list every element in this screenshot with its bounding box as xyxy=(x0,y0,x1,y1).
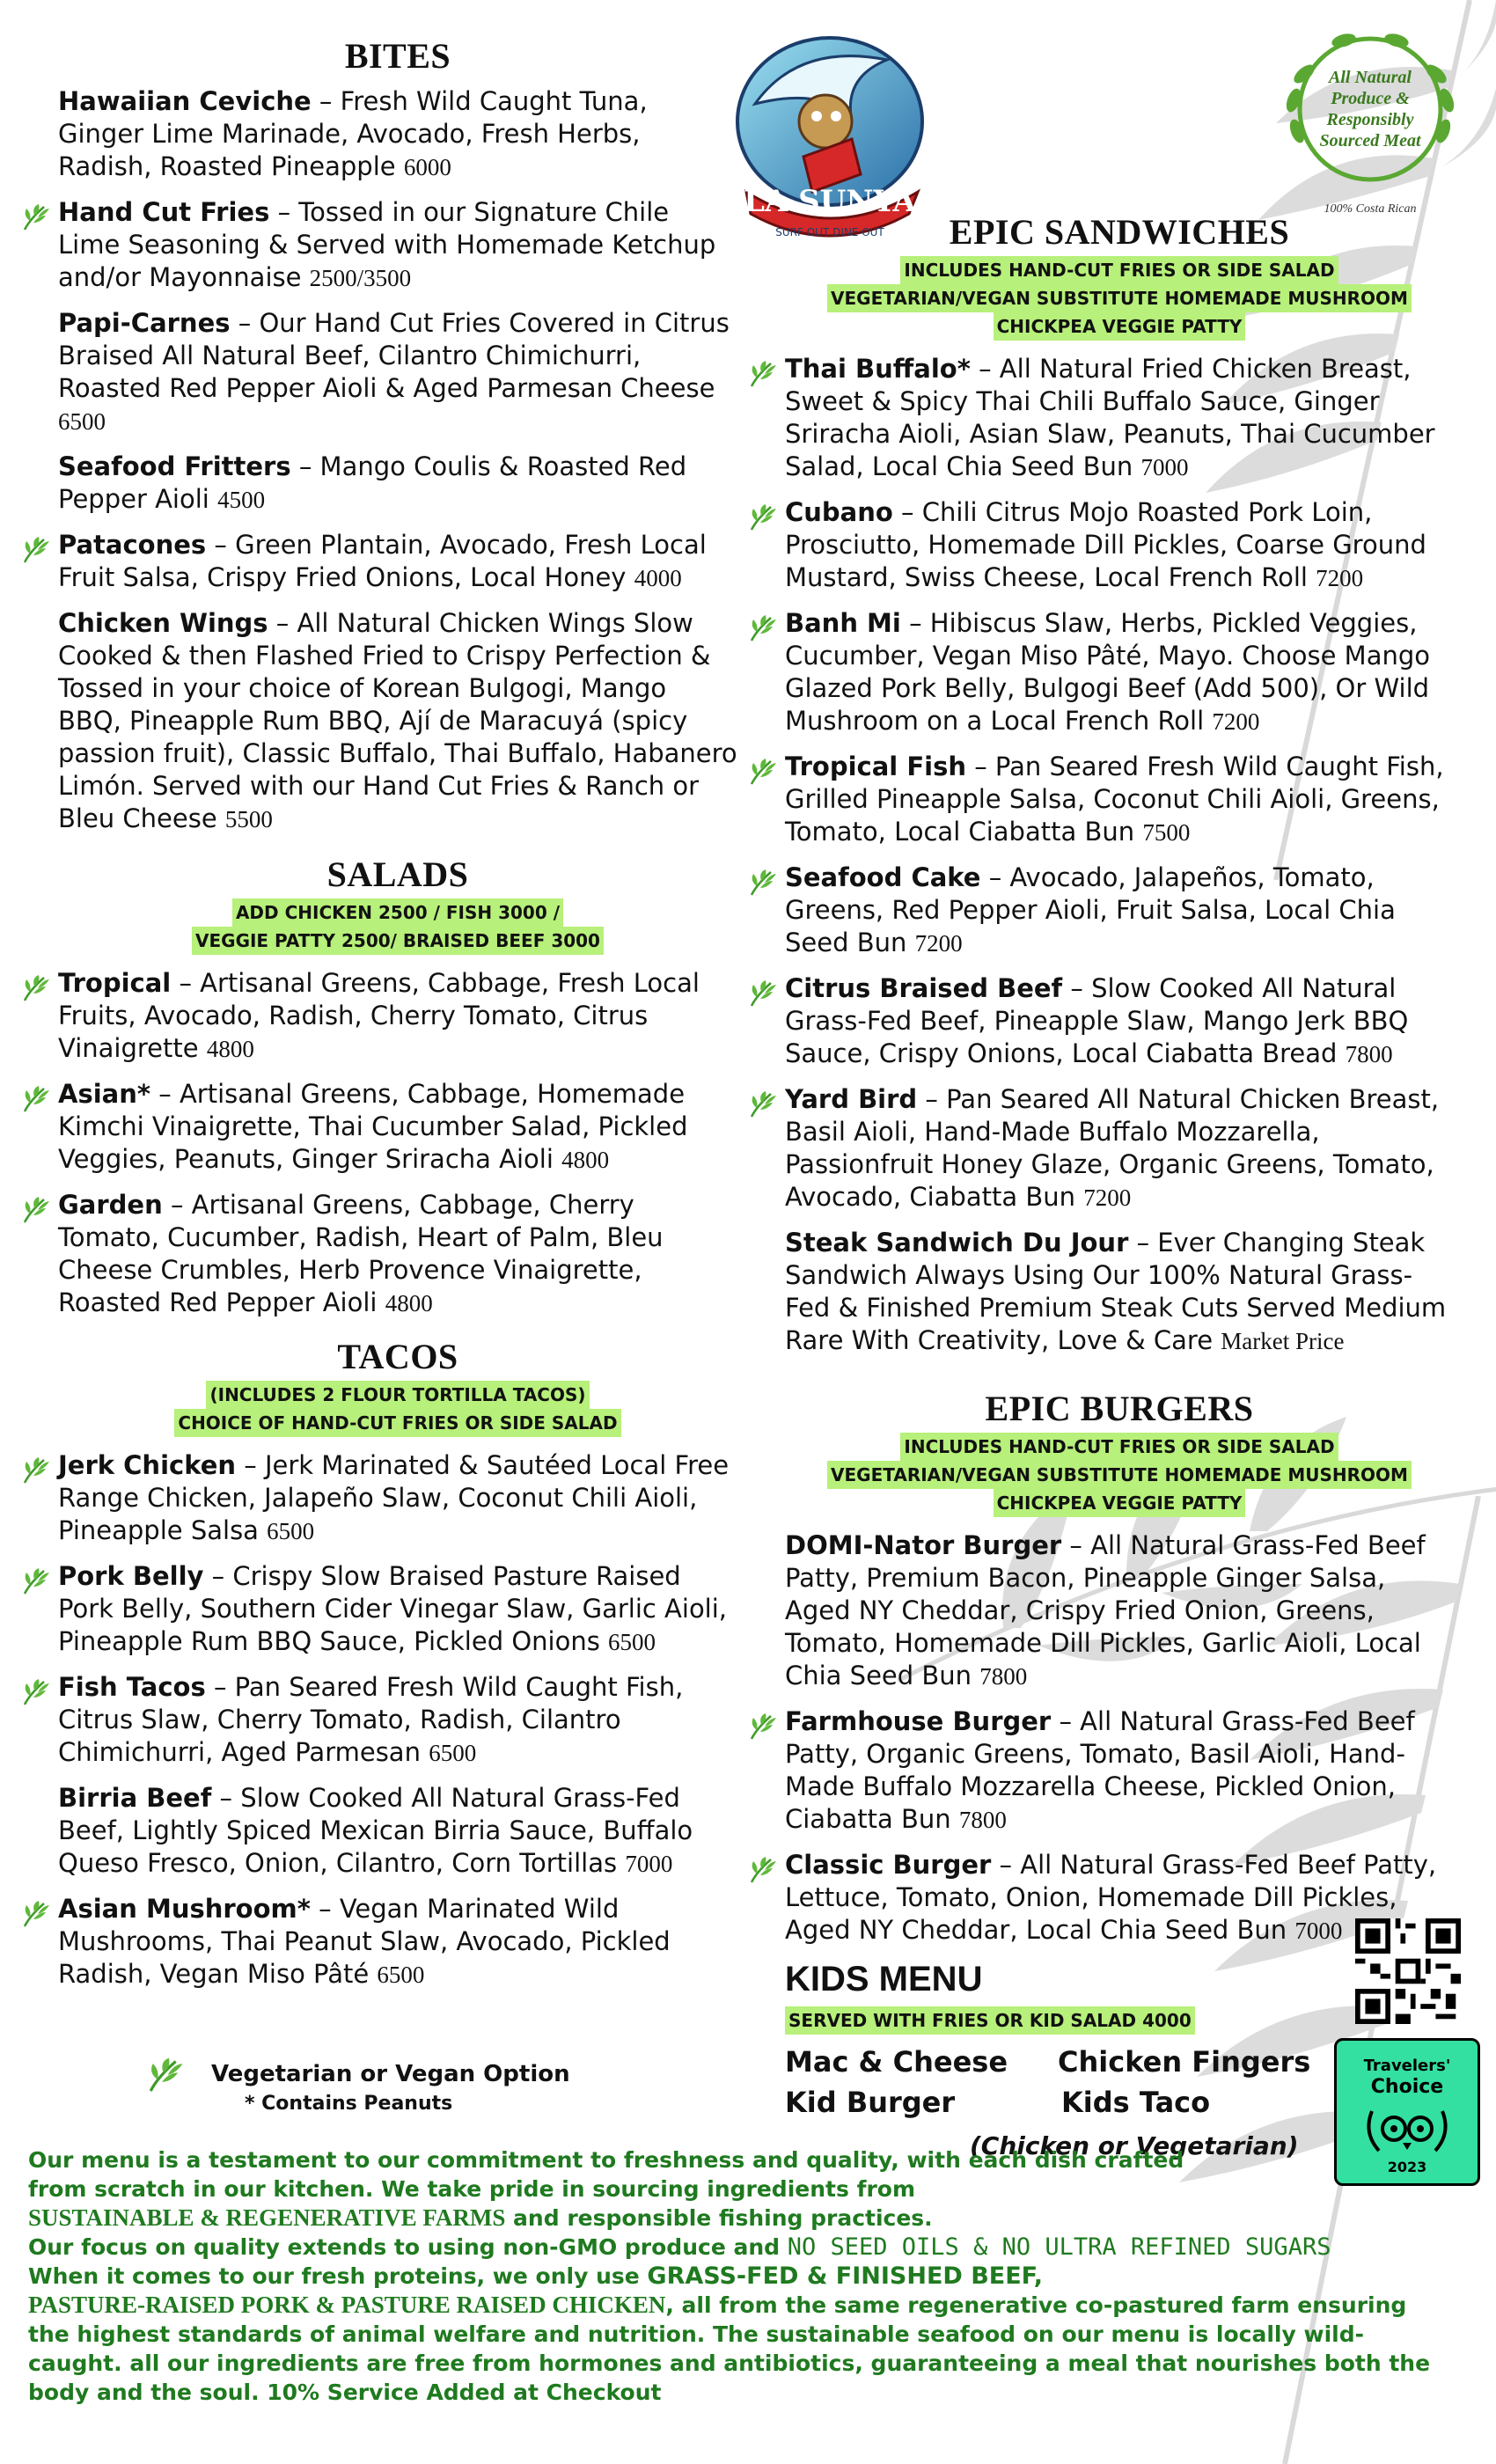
menu-item-name: Seafood Fritters xyxy=(58,451,291,481)
menu-item-seafood-cake xyxy=(785,862,1454,960)
leaf-icon xyxy=(21,536,51,564)
footer-line-8: caught. all our ingredients are free from hormones and antibiotics, guaranteeing a meal that nourishes both the xyxy=(28,2350,1431,2376)
menu-item-description: – All Natural Fried Chicken Breast, Sweet & Spicy Thai Chili Buffalo Sauce, Ginger Sriracha Aioli, Asian Slaw, Peanuts, Thai Cucumber Salad, Local Chia Seed Bun xyxy=(785,354,1435,481)
menu-item-price: 7000 xyxy=(1294,1918,1343,1944)
menu-item-name: Fish Tacos xyxy=(58,1672,206,1702)
menu-item-price: 7200 xyxy=(1316,565,1364,591)
footer-line-4-text: Our focus on quality extends to using non-GMO produce and xyxy=(28,2234,788,2260)
menu-item-description: – All Natural Grass-Fed Beef Patty, Premium Bacon, Pineapple Ginger Salsa, Aged NY Cheddar, Crispy Fried Onion, Greens, Tomato, Homemade Dill Pickles, Garlic Aioli, Local Chia Seed Bun xyxy=(785,1530,1426,1690)
menu-item-name: Banh Mi xyxy=(785,608,901,638)
menu-item-price: 7000 xyxy=(625,1851,673,1877)
menu-item-description: – Hibiscus Slaw, Herbs, Pickled Veggies, Cucumber, Vegan Miso Pâté, Mayo. Choose Mango Glazed Pork Belly, Bulgogi Beef (Add 500), Or Wild Mushroom on a Local French Roll xyxy=(785,608,1431,736)
menu-item-hand-cut-fries xyxy=(58,196,737,295)
kids-menu-title: KIDS MENU xyxy=(785,1960,983,1998)
footer-line-5 xyxy=(28,2262,1471,2291)
menu-item-price: 7000 xyxy=(1140,454,1189,480)
travelers-choice-line-2: Choice xyxy=(1370,2076,1444,2098)
menu-item-description: – Fresh Wild Caught Tuna, Ginger Lime Marinade, Avocado, Fresh Herbs, Radish, Roasted Pineapple xyxy=(58,86,648,181)
menu-item-farmhouse-burger xyxy=(785,1705,1454,1837)
menu-item-name: Yard Bird xyxy=(785,1084,918,1114)
menu-item-pork-belly xyxy=(58,1560,737,1659)
menu-item-description: – All Natural Chicken Wings Slow Cooked & then Flashed Fried to Crispy Perfection & Tossed in your choice of Korean Bulgogi, Mango BBQ, Pineapple Rum BBQ, Ají de Maracuyá (spicy passion fruit), Classic Buffalo, Thai Buffalo, Habanero Limón. Served with our Hand Cut Fries & Ranch or Bleu Cheese xyxy=(58,608,737,833)
sandwiches-title: EPIC SANDWICHES xyxy=(949,212,1290,252)
menu-item-description: – Slow Cooked All Natural Grass-Fed Beef, Pineapple Slaw, Mango Jerk BBQ Sauce, Crispy Onions, Local Ciabatta Bread xyxy=(785,973,1409,1068)
leaf-icon xyxy=(748,758,778,786)
menu-item-description: – Pan Seared Fresh Wild Caught Fish, Citrus Slaw, Cherry Tomato, Radish, Cilantro Chimichurri, Aged Parmesan xyxy=(58,1672,684,1767)
menu-item-price: 7500 xyxy=(1142,819,1191,846)
footer-line-4 xyxy=(28,2233,1471,2262)
salads-addon-line-2: VEGGIE PATTY 2500/ BRAISED BEEF 3000 xyxy=(192,927,604,955)
tacos-note-line-2: CHOICE OF HAND-CUT FRIES OR SIDE SALAD xyxy=(174,1409,620,1437)
leaf-icon xyxy=(748,614,778,642)
menu-item-description: – Jerk Marinated & Sautéed Local Free Range Chicken, Jalapeño Slaw, Coconut Chili Aioli, Pineapple Salsa xyxy=(58,1450,730,1545)
footer-sustainable-farms: SUSTAINABLE & REGENERATIVE FARMS xyxy=(28,2204,506,2231)
qr-code-icon[interactable] xyxy=(1355,1918,1461,2024)
menu-item-description: – Slow Cooked All Natural Grass-Fed Beef, Lightly Spiced Mexican Birria Sauce, Buffalo Queso Fresco, Onion, Cilantro, Corn Tortillas xyxy=(58,1783,693,1878)
leaf-icon xyxy=(21,974,51,1002)
burgers-title: EPIC BURGERS xyxy=(985,1389,1254,1428)
leaf-icon xyxy=(748,1712,778,1741)
menu-item-birria-beef xyxy=(58,1782,737,1881)
menu-item-fish-tacos xyxy=(58,1671,737,1770)
menu-item-patacones xyxy=(58,529,737,595)
menu-item-price: 4800 xyxy=(385,1290,433,1316)
menu-item-description: – Green Plantain, Avocado, Fresh Local Fruit Salsa, Crispy Fried Onions, Local Honey xyxy=(58,530,707,592)
kids-item-kids-taco: Kids Taco xyxy=(1061,2086,1211,2119)
menu-item-name: Tropical xyxy=(58,968,172,998)
tacos-notes xyxy=(58,1381,737,1437)
legend-peanuts: * Contains Peanuts xyxy=(245,2093,453,2115)
menu-item-name: Farmhouse Burger xyxy=(785,1706,1052,1736)
leaf-icon xyxy=(748,360,778,388)
sandwiches-note-line-3: CHICKPEA VEGGIE PATTY xyxy=(994,312,1246,341)
bites-title: BITES xyxy=(344,36,451,76)
footer-line-6 xyxy=(28,2291,1471,2320)
menu-item-name: Citrus Braised Beef xyxy=(785,973,1063,1003)
leaf-icon xyxy=(748,1856,778,1884)
menu-item-banh-mi xyxy=(785,607,1454,738)
burgers-note-line-3: CHICKPEA VEGGIE PATTY xyxy=(994,1489,1246,1517)
menu-item-price: 4000 xyxy=(634,565,682,591)
tacos-title: TACOS xyxy=(337,1337,458,1376)
menu-item-tropical xyxy=(58,967,737,1066)
menu-item-citrus-braised-beef xyxy=(785,972,1454,1071)
leaf-icon xyxy=(21,1456,51,1485)
kids-taco-note: (Chicken or Vegetarian) xyxy=(970,2131,1299,2160)
menu-item-price: 6000 xyxy=(403,154,451,180)
footer-line-9: body and the soul. 10% Service Added at Checkout xyxy=(28,2380,662,2405)
menu-item-name: Asian Mushroom* xyxy=(58,1894,311,1924)
menu-item-hawaiian-ceviche xyxy=(58,85,737,184)
travelers-choice-year: 2023 xyxy=(1387,2159,1427,2175)
menu-item-steak-sandwich-du-jour xyxy=(785,1227,1454,1358)
menu-item-thai-buffalo xyxy=(785,353,1454,484)
kids-item-mac-cheese: Mac & Cheese xyxy=(785,2045,1008,2079)
tacos-list xyxy=(58,1449,737,1991)
burgers-note-line-1: INCLUDES HAND-CUT FRIES OR SIDE SALAD xyxy=(900,1433,1338,1461)
footer-line-6-rest: , all from the same regenerative co-pastured farm ensuring xyxy=(665,2292,1407,2318)
menu-item-price: 6500 xyxy=(429,1740,477,1766)
menu-item-name: DOMI-Nator Burger xyxy=(785,1530,1062,1560)
logo-text: LA SUNYA xyxy=(744,184,916,219)
leaf-icon xyxy=(748,1090,778,1118)
menu-item-cubano xyxy=(785,496,1454,595)
menu-item-price: 7800 xyxy=(979,1663,1028,1690)
menu-item-description: – Avocado, Jalapeños, Tomato, Greens, Red Pepper Aioli, Fruit Salsa, Local Chia Seed Bun xyxy=(785,862,1396,957)
menu-item-papi-carnes xyxy=(58,307,737,438)
footer-line-3 xyxy=(28,2204,1471,2233)
menu-item-description: – Artisanal Greens, Cabbage, Fresh Local Fruits, Avocado, Radish, Cherry Tomato, Citrus Vinaigrette xyxy=(58,968,700,1063)
menu-item-description: – Tossed in our Signature Chile Lime Seasoning & Served with Homemade Ketchup and/or Mayonnaise xyxy=(58,197,716,292)
leaf-icon xyxy=(21,1196,51,1224)
menu-item-price: 5500 xyxy=(224,806,273,832)
menu-item-garden xyxy=(58,1189,737,1320)
all-natural-badge-text: All Natural Produce & Responsibly Sourced Meat xyxy=(1319,68,1421,150)
salads-list xyxy=(58,967,737,1320)
leaf-icon xyxy=(21,1900,51,1928)
menu-item-name: Tropical Fish xyxy=(785,752,966,781)
burgers-notes xyxy=(785,1433,1454,1517)
footer-statement xyxy=(28,2145,1471,2407)
footer-grass-fed-beef: GRASS-FED & FINISHED BEEF, xyxy=(647,2262,1044,2290)
menu-item-classic-burger xyxy=(785,1849,1454,1947)
menu-item-price: 4500 xyxy=(217,487,266,513)
footer-line-7: the highest standards of animal welfare and nutrition. The sustainable seafood on our menu is locally wild- xyxy=(28,2321,1364,2347)
leaf-icon xyxy=(748,503,778,532)
leaf-icon xyxy=(21,1678,51,1706)
menu-item-name: Papi-Carnes xyxy=(58,308,231,338)
menu-item-name: Classic Burger xyxy=(785,1850,992,1880)
salads-addons xyxy=(58,898,737,955)
sandwiches-notes xyxy=(785,256,1454,341)
menu-item-price: 6500 xyxy=(377,1962,425,1988)
menu-item-price: 4800 xyxy=(206,1036,254,1062)
footer-no-seed-oils: NO SEED OILS & NO ULTRA REFINED SUGARS xyxy=(787,2233,1331,2261)
menu-item-jerk-chicken xyxy=(58,1449,737,1548)
logo-subtext: SURF OUT DINE OUT xyxy=(775,226,884,238)
menu-item-price: 7200 xyxy=(914,930,963,957)
all-natural-badge-subtext: 100% Costa Rican xyxy=(1324,202,1417,216)
sandwiches-note-line-1: INCLUDES HAND-CUT FRIES OR SIDE SALAD xyxy=(900,256,1338,284)
menu-item-description: – All Natural Grass-Fed Beef Patty, Organic Greens, Tomato, Basil Aioli, Hand-Made Buffalo Mozzarella Cheese, Pickled Onion, Ciabatta Bun xyxy=(785,1706,1415,1834)
menu-item-name: Hand Cut Fries xyxy=(58,197,270,227)
leaf-icon xyxy=(21,203,51,231)
menu-item-seafood-fritters xyxy=(58,451,737,517)
menu-item-price: 6500 xyxy=(58,408,106,435)
menu-item-description: – Pan Seared Fresh Wild Caught Fish, Grilled Pineapple Salsa, Coconut Chili Aioli, Greens, Tomato, Local Ciabatta Bun xyxy=(785,752,1444,847)
menu-item-price: 7200 xyxy=(1212,708,1260,735)
menu-item-price: 6500 xyxy=(608,1629,656,1655)
menu-item-name: Thai Buffalo* xyxy=(785,354,971,384)
menu-item-description: – Artisanal Greens, Cabbage, Homemade Kimchi Vinaigrette, Thai Cucumber Salad, Pickled Veggies, Peanuts, Ginger Sriracha Aioli xyxy=(58,1079,688,1174)
burgers-note-line-2: VEGETARIAN/VEGAN SUBSTITUTE HOMEMADE MUSHROOM xyxy=(827,1461,1412,1489)
menu-item-name: Cubano xyxy=(785,497,893,527)
leaf-icon xyxy=(21,1567,51,1595)
menu-item-name: Seafood Cake xyxy=(785,862,981,892)
menu-item-description: – Artisanal Greens, Cabbage, Cherry Tomato, Cucumber, Radish, Heart of Palm, Bleu Cheese Crumbles, Herb Provence Vinaigrette, Roasted Red Pepper Aioli xyxy=(58,1190,664,1317)
menu-item-asian-mushroom xyxy=(58,1893,737,1991)
menu-item-price: 4800 xyxy=(561,1147,610,1173)
menu-item-description: – Our Hand Cut Fries Covered in Citrus Braised All Natural Beef, Cilantro Chimichurri, Roasted Red Pepper Aioli & Aged Parmesan Cheese xyxy=(58,308,730,403)
kids-item-chicken-fingers: Chicken Fingers xyxy=(1058,2045,1311,2079)
menu-item-name: Birria Beef xyxy=(58,1783,212,1813)
menu-item-yard-bird xyxy=(785,1083,1454,1214)
menu-item-description: – All Natural Grass-Fed Beef Patty, Lettuce, Tomato, Onion, Homemade Dill Pickles, Aged NY Cheddar, Local Chia Seed Bun xyxy=(785,1850,1437,1945)
leaf-icon xyxy=(748,869,778,897)
menu-item-domi-nator-burger xyxy=(785,1529,1454,1693)
kids-menu-note: SERVED WITH FRIES OR KID SALAD 4000 xyxy=(785,2006,1195,2035)
tacos-note-line-1: (INCLUDES 2 FLOUR TORTILLA TACOS) xyxy=(206,1381,589,1409)
footer-line-5-text: When it comes to our fresh proteins, we only use xyxy=(28,2263,648,2289)
bites-list xyxy=(58,85,737,836)
menu-item-tropical-fish xyxy=(785,751,1454,849)
menu-item-description: – Pan Seared All Natural Chicken Breast, Basil Aioli, Hand-Made Buffalo Mozzarella, Passionfruit Honey Glaze, Organic Greens, Tomato, Avocado, Ciabatta Bun xyxy=(785,1084,1440,1212)
menu-item-description: – Chili Citrus Mojo Roasted Pork Loin, Prosciutto, Homemade Dill Pickles, Coarse Ground Mustard, Swiss Cheese, Local French Roll xyxy=(785,497,1426,592)
footer-pasture-raised: PASTURE-RAISED PORK & PASTURE RAISED CHICKEN xyxy=(28,2292,666,2318)
footer-line-1: Our menu is a testament to our commitment to freshness and quality, with each dish crafted xyxy=(28,2147,1184,2173)
left-column xyxy=(58,35,737,2004)
leaf-icon xyxy=(146,2056,185,2094)
menu-item-description: – Ever Changing Steak Sandwich Always Using Our 100% Natural Grass-Fed & Finished Premium Steak Cuts Served Medium Rare With Creativity, Love & Care xyxy=(785,1228,1447,1355)
menu-item-price: Market Price xyxy=(1221,1328,1345,1354)
leaf-icon xyxy=(21,1085,51,1113)
all-natural-badge xyxy=(1260,21,1480,224)
menu-item-description: – Crispy Slow Braised Pasture Raised Pork Belly, Southern Cider Vinegar Slaw, Garlic Aioli, Pineapple Rum BBQ Sauce, Pickled Onions xyxy=(58,1561,728,1656)
sandwiches-list xyxy=(785,353,1454,1358)
menu-item-price: 2500/3500 xyxy=(309,265,412,291)
menu-item-price: 7200 xyxy=(1083,1184,1132,1211)
menu-item-description: – Mango Coulis & Roasted Red Pepper Aioli xyxy=(58,451,687,514)
menu-item-price: 7800 xyxy=(1345,1041,1393,1067)
menu-item-asian xyxy=(58,1078,737,1177)
footer-line-2: from scratch in our kitchen. We take pride in sourcing ingredients from xyxy=(28,2176,915,2202)
legend-vegetarian: Vegetarian or Vegan Option xyxy=(211,2061,570,2087)
salads-addon-line-1: ADD CHICKEN 2500 / FISH 3000 / xyxy=(232,898,563,927)
menu-item-name: Steak Sandwich Du Jour xyxy=(785,1228,1129,1258)
menu-item-price: 6500 xyxy=(267,1518,315,1544)
salads-title: SALADS xyxy=(326,854,469,894)
leaf-icon xyxy=(748,979,778,1008)
menu-item-description: – Vegan Marinated Wild Mushrooms, Thai Peanut Slaw, Avocado, Pickled Radish, Vegan Miso Pâté xyxy=(58,1894,671,1989)
menu-item-chicken-wings xyxy=(58,607,737,836)
menu-item-name: Garden xyxy=(58,1190,163,1220)
menu-item-name: Asian* xyxy=(58,1079,151,1109)
menu-item-name: Chicken Wings xyxy=(58,608,268,638)
menu-item-name: Jerk Chicken xyxy=(58,1450,237,1480)
right-column xyxy=(785,211,1454,2160)
footer-line-3-rest: and responsible fishing practices. xyxy=(505,2205,933,2231)
burgers-list xyxy=(785,1529,1454,1947)
menu-item-price: 7800 xyxy=(958,1807,1007,1833)
travelers-choice-line-1: Travelers' xyxy=(1363,2057,1451,2075)
menu-item-name: Pork Belly xyxy=(58,1561,204,1591)
menu-item-name: Hawaiian Ceviche xyxy=(58,86,312,116)
sandwiches-note-line-2: VEGETARIAN/VEGAN SUBSTITUTE HOMEMADE MUSHROOM xyxy=(827,284,1412,312)
kids-item-kid-burger: Kid Burger xyxy=(785,2086,956,2119)
menu-item-name: Patacones xyxy=(58,530,207,560)
